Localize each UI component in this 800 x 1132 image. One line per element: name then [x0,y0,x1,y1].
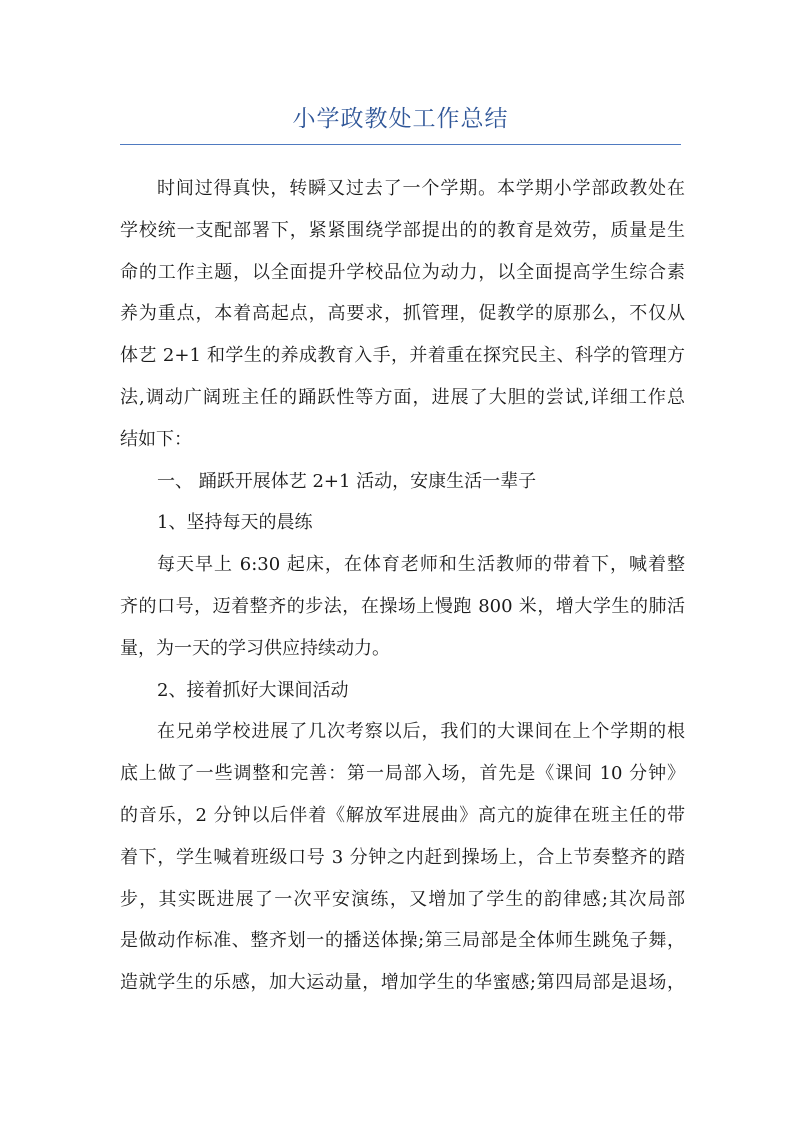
paragraph-line: 命的工作主题，以全面提升学校品位为动力，以全面提高学生综合素 [120,261,685,283]
paragraph-line: 结如下： [120,428,192,450]
paragraph-line: 法,调动广阔班主任的踊跃性等方面，进展了大胆的尝试,详细工作总 [120,386,685,408]
paragraph-line: 量，为一天的学习供应持续动力。 [120,637,390,659]
paragraph-line: 齐的口号，迈着整齐的步法，在操场上慢跑 800 米，增大学生的肺活 [120,595,685,617]
paragraph-line: 每天早上 6:30 起床，在体育老师和生活教师的带着下，喊着整 [157,554,685,576]
title-underline [120,144,681,145]
subsection-heading: 1、坚持每天的晨练 [157,512,313,534]
paragraph-line: 体艺 2+1 和学生的养成教育入手，并着重在探究民主、科学的管理方 [120,345,685,367]
paragraph-line: 在兄弟学校进展了几次考察以后，我们的大课间在上个学期的根 [157,721,685,743]
paragraph-line: 学校统一支配部署下，紧紧围绕学部提出的的教育是效劳，质量是生 [120,219,685,241]
subsection-heading: 2、接着抓好大课间活动 [157,679,349,701]
document-title: 小学政教处工作总结 [292,106,509,132]
paragraph-line: 的音乐，2 分钟以后伴着《解放军进展曲》高亢的旋律在班主任的带 [120,804,685,826]
paragraph-line: 养为重点，本着高起点，高要求，抓管理，促教学的原那么，不仅从 [120,303,685,325]
document-body [120,168,685,1004]
paragraph-line: 底上做了一些调整和完善：第一局部入场，首先是《课间 10 分钟》 [120,763,685,785]
paragraph-line: 时间过得真快，转瞬又过去了一个学期。本学期小学部政教处在 [157,178,685,199]
paragraph-line: 造就学生的乐感，加大运动量，增加学生的华蜜感;第四局部是退场， [120,972,685,994]
paragraph-line: 是做动作标准、整齐划一的播送体操;第三局部是全体师生跳兔子舞， [120,930,685,952]
paragraph-line: 步，其实既进展了一次平安演练，又增加了学生的韵律感;其次局部 [120,888,685,910]
paragraph-line: 着下，学生喊着班级口号 3 分钟之内赶到操场上，合上节奏整齐的踏 [120,846,685,868]
section-heading: 一、 踊跃开展体艺 2+1 活动，安康生活一辈子 [157,470,537,492]
